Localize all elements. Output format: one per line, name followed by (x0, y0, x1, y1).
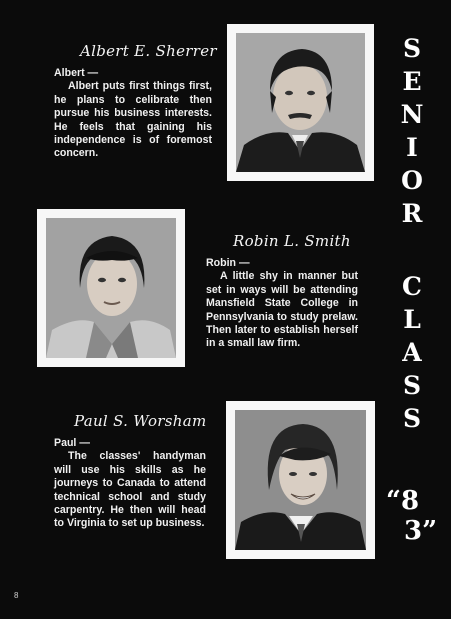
title-letter: C (402, 272, 422, 301)
nickname-paul: Paul — (54, 437, 90, 449)
title-letter: R (401, 199, 423, 228)
page-number: 8 (14, 591, 19, 600)
title-word-class (392, 270, 432, 435)
bio-text-albert: Albert puts first things first, he plans to celibrate then pursue his business interests. He feels that gaining his independence is of foremost concern. (54, 80, 212, 160)
title-letter: O (401, 166, 423, 195)
bio-robin (206, 257, 358, 351)
signature-paul: Paul S. Worsham (74, 412, 207, 430)
nickname-albert: Albert — (54, 67, 99, 79)
title-letter: S (402, 34, 422, 63)
signature-albert: Albert E. Sherrer (80, 42, 217, 60)
title-letter: A (402, 338, 422, 367)
bio-text-paul: The classes' handyman will use his skills as he journeys to Canada to attend technical school and study carpentry. He then will head to Virginia to set up business. (54, 450, 206, 530)
title-word-senior (392, 32, 432, 230)
title-letter: L (403, 305, 421, 334)
portrait-albert (227, 24, 374, 181)
bio-albert (54, 67, 212, 161)
portrait-paul-image (235, 410, 366, 550)
senior-class-title (392, 32, 432, 435)
class-year-line2: 3” (404, 516, 438, 546)
signature-robin: Robin L. Smith (233, 232, 351, 250)
portrait-robin (37, 209, 185, 367)
title-letter: S (402, 371, 422, 400)
title-letter: E (402, 67, 422, 96)
title-letter: N (400, 100, 424, 129)
portrait-paul (226, 401, 375, 559)
title-letter: S (402, 404, 422, 433)
title-letter: I (406, 133, 418, 162)
class-year-line1: “8 (386, 486, 420, 516)
nickname-robin: Robin — (206, 257, 250, 269)
bio-text-robin: A little shy in manner but set in ways will be attending Mansfield State College in Pennsylvania to study prelaw. Then later to establish herself in a small law firm. (206, 270, 358, 350)
portrait-albert-image (236, 33, 365, 172)
portrait-robin-image (46, 218, 176, 358)
bio-paul (54, 437, 206, 531)
